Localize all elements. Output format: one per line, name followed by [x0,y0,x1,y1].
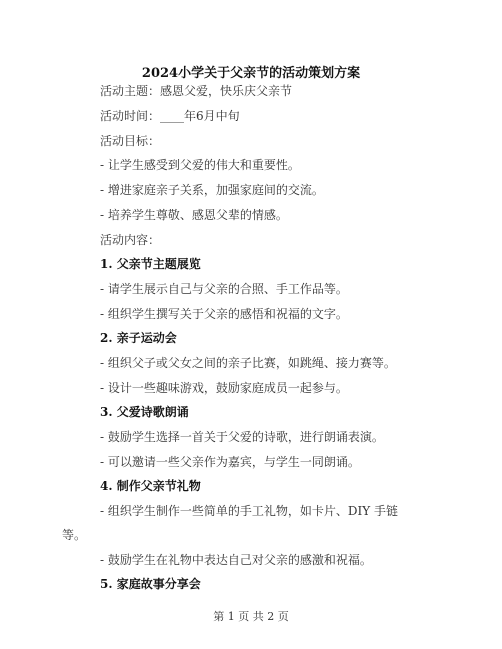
section-item: - 鼓励学生选择一首关于父爱的诗歌，进行朗诵表演。 [100,430,384,444]
content-label: 活动内容： [100,233,161,247]
goal-item: - 增进家庭亲子关系，加强家庭间的交流。 [100,183,324,197]
goal-item: - 培养学生尊敬、感恩父辈的情感。 [100,208,288,222]
section-item: - 组织父子或父女之间的亲子比赛，如跳绳、接力赛等。 [100,356,396,370]
wrapped-first-line: - 组织学生制作一些简单的手工礼物，如卡片、DIY 手链 [100,504,398,518]
section-heading: 2. 亲子运动会 [100,331,177,345]
section-heading: 3. 父爱诗歌朗诵 [100,405,189,419]
section-item: - 可以邀请一些父亲作为嘉宾，与学生一同朗诵。 [100,455,360,469]
section-item: - 设计一些趣味游戏，鼓励家庭成员一起参与。 [100,381,348,395]
section-item: - 鼓励学生在礼物中表达自己对父亲的感激和祝福。 [100,553,372,567]
section-heading: 1. 父亲节主题展览 [100,257,201,271]
section-heading: 5. 家庭故事分享会 [100,577,201,591]
wrapped-continuation: 等。 [62,528,87,542]
section-item-wrapped [62,504,434,542]
section-item: - 请学生展示自己与父亲的合照、手工作品等。 [100,282,348,296]
document-title: 2024小学关于父亲节的活动策划方案 [141,66,361,81]
section-heading: 4. 制作父亲节礼物 [100,479,201,493]
page-footer: 第 1 页 共 2 页 [213,610,289,623]
goals-label: 活动目标： [100,134,161,148]
goal-item: - 让学生感受到父爱的伟大和重要性。 [100,158,300,172]
section-item: - 组织学生撰写关于父亲的感悟和祝福的文字。 [100,307,348,321]
activity-theme: 活动主题：感恩父爱，快乐庆父亲节 [100,84,293,98]
activity-time: 活动时间：____年6月中旬 [100,109,240,123]
